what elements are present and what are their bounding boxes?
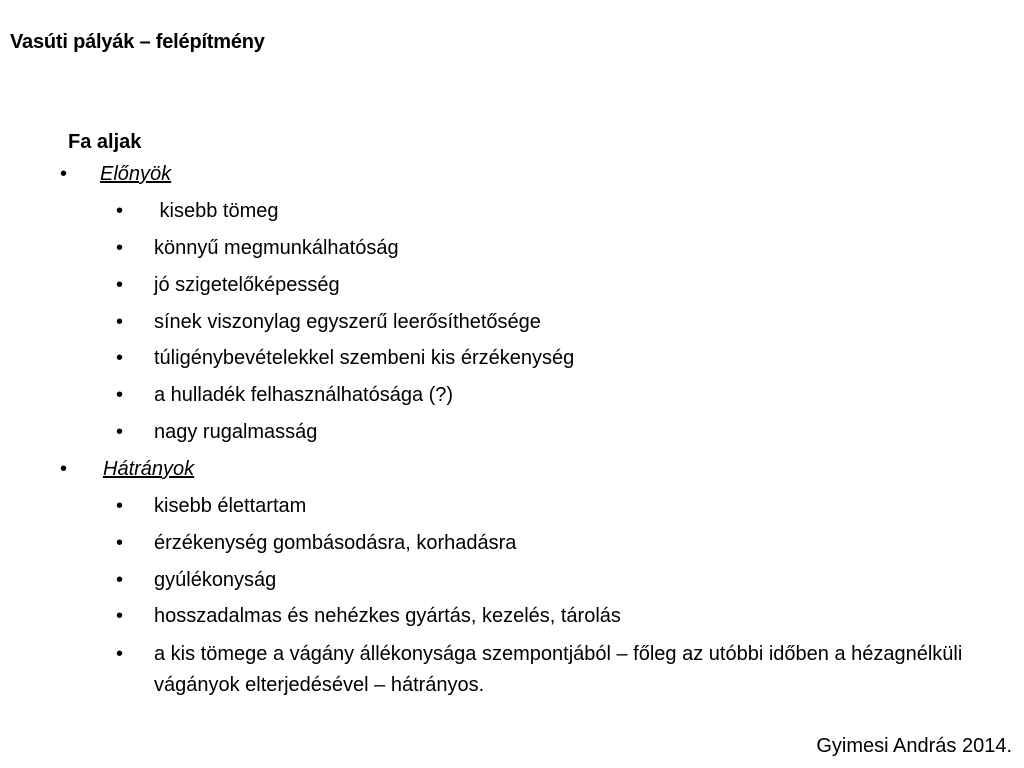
slide-title: Vasúti pályák – felépítmény [10,31,265,53]
list-item-text: hosszadalmas és nehézkes gyártás, kezelés, tárolás [154,605,621,627]
bullet: • [116,605,124,627]
list-item [0,528,1024,559]
list-item-text: könnyű megmunkálhatóság [154,237,399,259]
bullet: • [116,495,124,517]
list-item-text: túligénybevételekkel szembeni kis érzékenység [154,347,575,369]
list-item-text: nagy rugalmasság [154,421,318,443]
bullet: • [60,163,68,185]
list-item [0,491,1024,522]
section-heading: Fa aljak [68,131,142,153]
list-item [0,565,1024,596]
list-item-text: kisebb élettartam [154,495,307,517]
bullet: • [116,200,124,222]
list-item-text: érzékenység gombásodásra, korhadásra [154,532,517,554]
list-item [0,233,1024,264]
bullet: • [116,421,124,443]
list-item-text: a kis tömege a vágány állékonysága szempontjából – főleg az utóbbi időben a hézagnélküli vágányok elterjedésével – hátrányos. [154,643,963,696]
list-item [0,196,1024,227]
group-label-disadvantages: Hátrányok [103,458,195,480]
group-disadvantages [0,457,1024,483]
bullet: • [116,532,124,554]
bullet: • [60,458,68,480]
list-item [0,601,1024,632]
bullet: • [116,274,124,296]
list-item-text: jó szigetelőképesség [154,274,340,296]
group-advantages [0,162,1024,188]
list-item-text: sínek viszonylag egyszerű leerősíthetősége [154,311,541,333]
list-item [0,380,1024,411]
bullet: • [116,569,124,591]
bullet: • [116,643,124,665]
author-footer: Gyimesi András 2014. [816,735,1012,757]
list-item [0,343,1024,374]
list-item [0,270,1024,301]
bullet: • [116,384,124,406]
bullet: • [116,237,124,259]
list-item [0,639,1024,701]
list-item [0,417,1024,448]
list-item-text: a hulladék felhasználhatósága (?) [154,384,454,406]
list-item [0,307,1024,338]
list-item-text: kisebb tömeg [154,200,279,222]
bullet: • [116,347,124,369]
list-item-text: gyúlékonyság [154,569,277,591]
bullet: • [116,311,124,333]
group-label-advantages: Előnyök [100,163,172,185]
